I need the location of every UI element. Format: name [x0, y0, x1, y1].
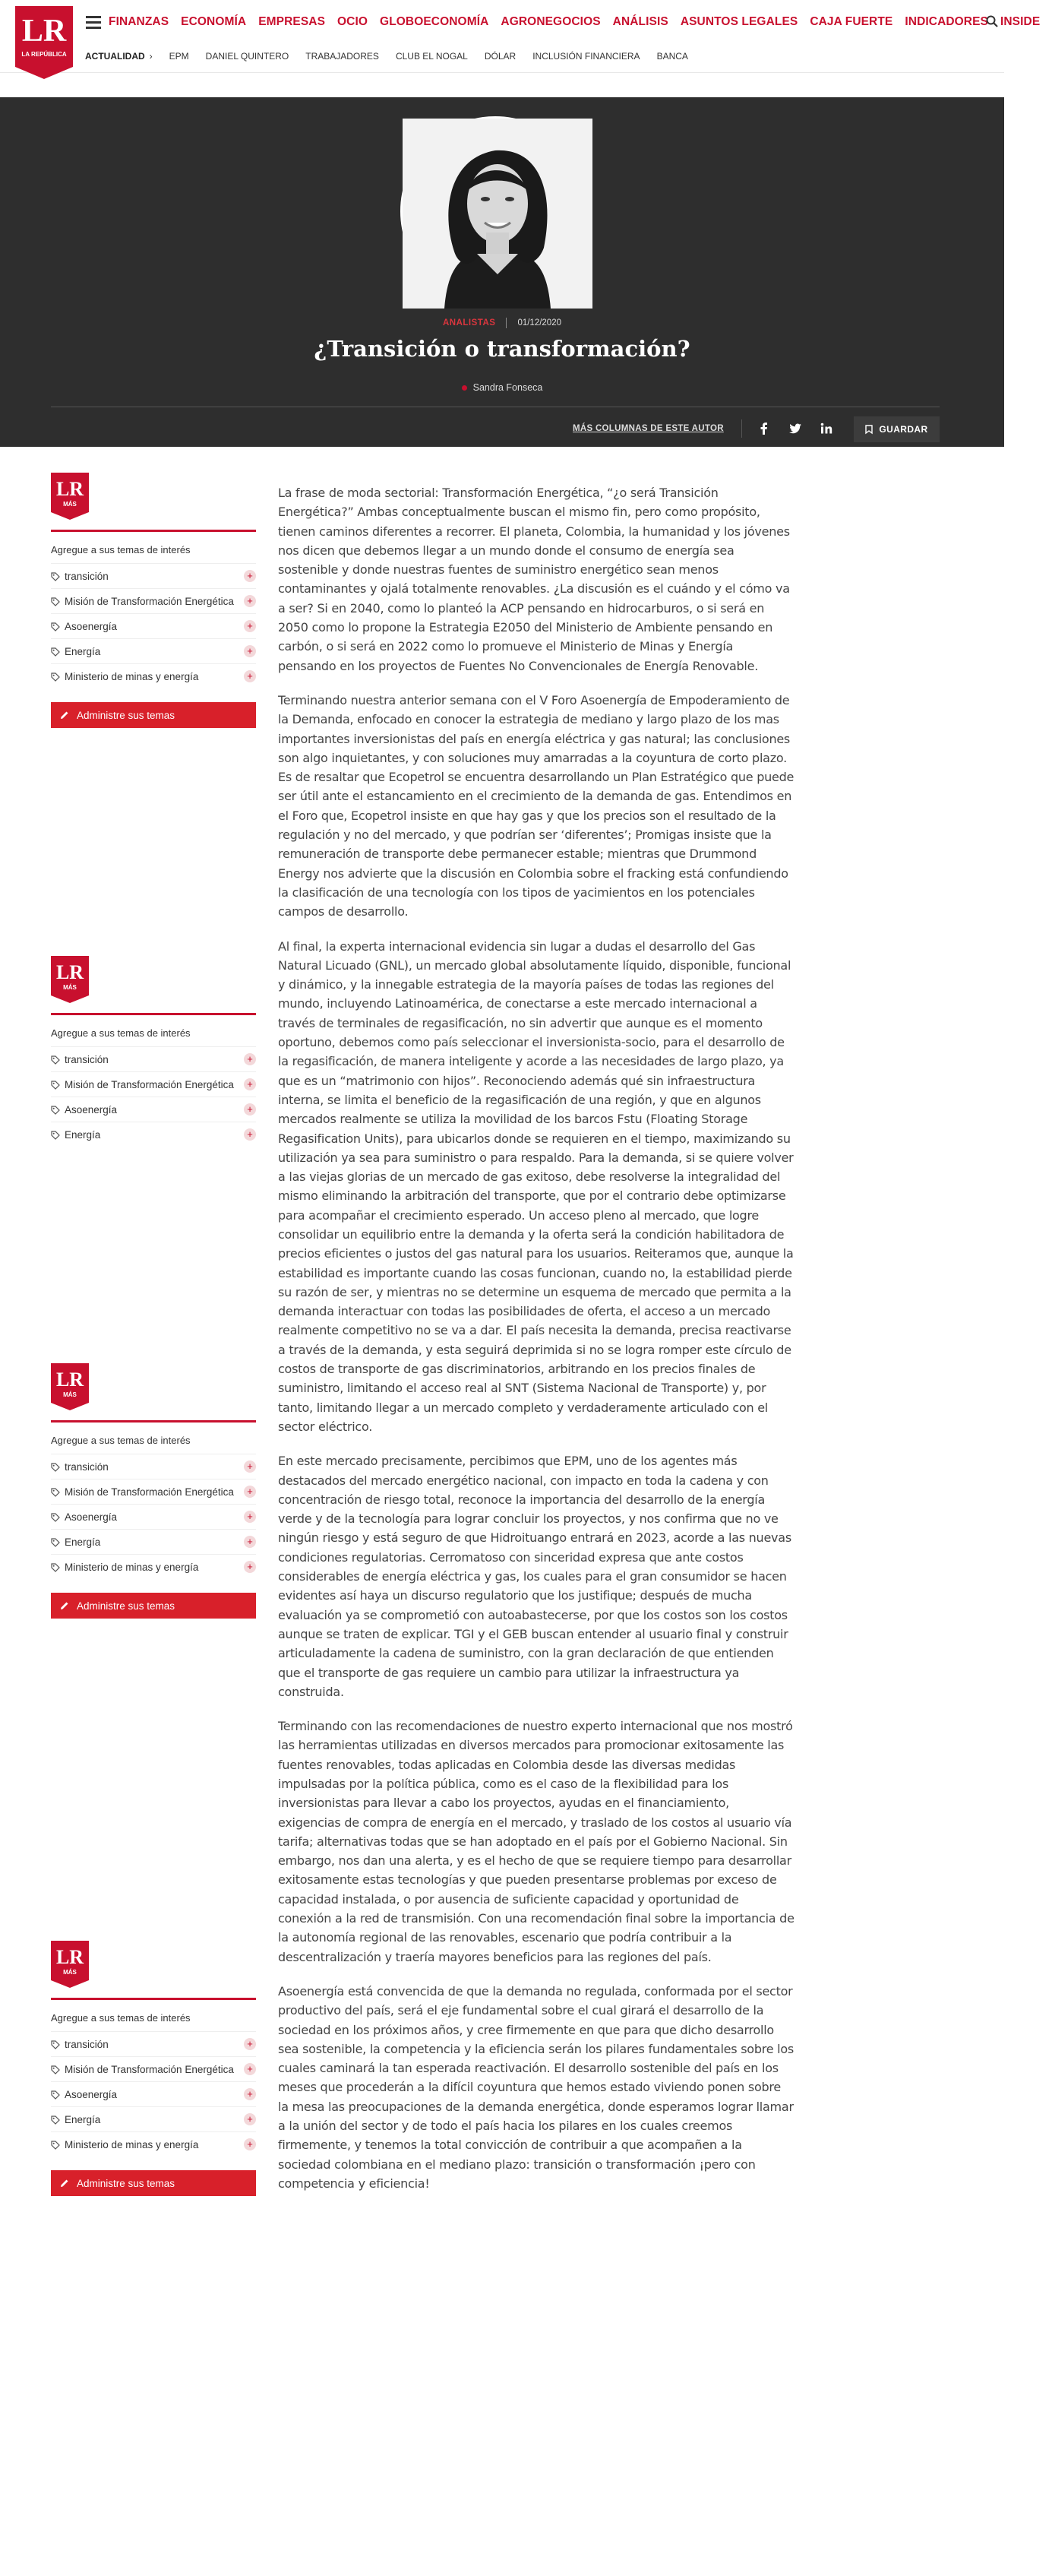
nav-finanzas[interactable]: FINANZAS [109, 15, 169, 28]
tag-icon [51, 2141, 60, 2150]
twitter-icon[interactable] [788, 421, 803, 436]
lr-mas-logo [51, 956, 89, 1003]
topic-item[interactable] [51, 2031, 256, 2056]
nav-analisis[interactable]: ANÁLISIS [612, 15, 668, 28]
nav-inside[interactable]: INSIDE [1000, 15, 1041, 28]
tag-icon [51, 1081, 60, 1090]
manage-topics-button[interactable] [51, 1593, 256, 1619]
article-paragraph: La frase de moda sectorial: Transformación Energética, “¿o será Transición Energética?” Ambas conceptualmente buscan el mismo fin, pero como propósito, tienen caminos diferentes a recorrer. El planeta, Colombia, la humanidad y los jóvenes nos dicen que debemos llegar a un mundo donde el consumo de energía sea sostenible y donde nuestras fuentes de suministro energético sean menos contaminantes y ojalá totalmente renovables. ¿La discusión es el cuándo y el cómo va a ser? Si en 2040, como lo planteó la ACP pensando en hidrocarburos, o si será en 2050 como lo propone la Estrategia E2050 del Ministerio de Ambiente pensando en carbón, o si será en 2022 como lo promueve el Ministerio de Minas y Energía pensando en los proyectos de Fuentes No Convencionales de Energía Renovable. [278, 486, 790, 673]
subnav-inclusion-financiera[interactable]: INCLUSIÓN FINANCIERA [532, 51, 640, 62]
tag-icon [51, 2116, 60, 2125]
topics-widget [51, 473, 256, 728]
topic-label: Energía [65, 645, 101, 657]
topic-label: Asoenergía [65, 1103, 118, 1116]
topic-label: transición [65, 1460, 109, 1473]
subnav-dolar[interactable]: DÓLAR [484, 51, 517, 62]
search-icon[interactable] [986, 15, 998, 27]
subnav-daniel-quintero[interactable]: DANIEL QUINTERO [205, 51, 289, 62]
article-paragraph: Al final, la experta internacional evidencia sin lugar a dudas el desarrollo del Gas Natural Licuado (GNL), un mercado global absolutamente líquido, disponible, funcional y dinámico, y la innegable estrategia de la mayoría países de todas las regiones del mundo, incluyendo Latinoamérica, de conectarse a este mercado internacional a través de terminales de regasificación, no sin advertir que aunque es el momento oportuno, debemos como país seleccionar el inversionista-socio, para el desarrollo de la regasificación, de manera inteligente y acorde a las necesidades de largo plazo, ya que es un “matrimonio con hijos”. Reconociendo además qué sin infraestructura interna, se limita el beneficio de la regasificación de una región, y que en algunos mercados realmente se utiliza la movilidad de los barcos Fstu (Floating Storage Regasification Units), para ubicarlos donde se requieren en el tiempo, maximizando su utilización ya sea para suministro o para respaldo. Para la demanda, si se quiere volver a las viejas glorias de un mercado de gas exitoso, debe resolverse la integralidad del mismo eliminando la arbitración del transporte, que por el contrario debe optimizarse para acompañar el crecimiento esperado. Un acceso pleno al mercado, que logre consolidar un equilibrio entre la demanda y la oferta será la condición habilitadora de precios eficientes o justos del gas natural para los usuarios. Reiteramos que, aunque la estabilidad es importante cuando las cosas funcionan, cuando no, la estabilidad pierde su razón de ser, y mientras no se determine un esquema de mercado que permita a la demanda interactuar con todas las posibilidades de oferta, el acceso a un mercado realmente competitivo no se va a dar. El país necesita la demanda, precisa reactivarse a través de la demanda, y esta seguirá deprimida si no se logra romper este círculo de costos de transporte de gas discriminatorios, arbitrando en los precios finales de suministro, limitando el acceso real al SNT (Sistema Nacional de Transporte) y, por tanto, limitando llegar a un mercado completo y verdaderamente articulado con el sector eléctrico. [278, 938, 794, 1434]
topic-label: transición [65, 2038, 109, 2050]
manage-topics-button[interactable] [51, 2170, 256, 2196]
nav-asuntos-legales[interactable]: ASUNTOS LEGALES [680, 15, 798, 28]
topic-item[interactable] [51, 1071, 256, 1097]
topic-label: Misión de Transformación Energética [65, 2063, 234, 2075]
topic-label: Energía [65, 1128, 101, 1141]
topic-item[interactable] [51, 613, 256, 638]
add-topic-icon[interactable]: + [244, 2038, 256, 2050]
topics-widget [51, 1941, 256, 2196]
add-topic-icon[interactable]: + [244, 2113, 256, 2125]
article-paragraph: Terminando nuestra anterior semana con el V Foro Asoenergía de Empoderamiento de la Demanda, enfocado en conocer la estrategia de mediano y largo plazo de los mas importantes inversionistas del país en energía eléctrica y gas natural; las conclusiones son algo inquietantes, y con soluciones muy amarradas a la coyuntura de corto plazo. Es de resaltar que Ecopetrol se encuentra desarrollando un Plan Estratégico que puede ser útil ante el estancamiento en el crecimiento de la demanda de gas. Entendimos en el Foro que, Ecopetrol insiste en que hay gas y que los precios son el resultado de la regulación y no del mercado, y que podrían ser ‘diferentes’; Promigas insiste que la remuneración de transporte debe permanecer estable; mientras que Drummond Energy nos advierte que la discusión en Colombia sobre el fracking está confundiendo la clasificación de una tecnología con los tipos de yacimientos en los potenciales campos de desarrollo. [278, 692, 795, 919]
manage-topics-label: Administre sus temas [77, 1600, 175, 1612]
topic-item[interactable] [51, 1046, 256, 1071]
tag-icon [51, 1106, 60, 1115]
author-name[interactable]: Sandra Fonseca [472, 382, 543, 393]
add-topic-icon[interactable]: + [244, 570, 256, 582]
add-topic-icon[interactable]: + [244, 1128, 256, 1141]
topic-label: Ministerio de minas y energía [65, 1561, 199, 1573]
topic-label: transición [65, 1053, 109, 1065]
article-paragraph: Terminando con las recomendaciones de nuestro experto internacional que nos mostró las herramientas utilizadas en diversos mercados para promocionar exitosamente las fuentes renovables, todas aplicadas en Colombia desde las diversas medidas impulsadas por la política pública, como es el caso de la flexibilidad para los inversionistas para llevar a cabo los proyectos, ayudas en el financiamiento, exigencias de compra de energía en el mercado, y traslado de los costos al usuario vía tarifa; alternativas todas que se han adoptado en el país por el Gobierno Nacional. Sin embargo, nos dan una alerta, y es el hecho de que se requiere tiempo para desarrollar exitosamente estas tecnologías y que pueden presentarse problemas por exceso de capacidad instalada, o por ausencia de suficiente capacidad y oportunidad de conexión a la red de transmisión. Con una recomendación final sobre la importancia de la autonomía regional de las renovables, escenario que podría contribuir a la descentralización y traería mayores beneficios para las regiones del país. [278, 1719, 795, 1964]
subnav-banca[interactable]: BANCA [656, 51, 688, 62]
add-topic-icon[interactable]: + [244, 1103, 256, 1116]
pencil-icon [60, 1601, 69, 1610]
widget-rule [51, 1998, 256, 2000]
add-topic-icon[interactable]: + [244, 645, 256, 657]
widget-rule [51, 1420, 256, 1422]
topic-label: Misión de Transformación Energética [65, 595, 234, 607]
topic-item[interactable] [51, 1554, 256, 1579]
add-topic-icon[interactable]: + [244, 1536, 256, 1548]
topics-widget [51, 956, 256, 1147]
topic-label: Ministerio de minas y energía [65, 2138, 199, 2150]
save-label: GUARDAR [879, 424, 928, 435]
topic-label: Asoenergía [65, 2088, 118, 2100]
topics-widget [51, 1363, 256, 1619]
topic-label: Ministerio de minas y energía [65, 670, 199, 682]
article-category[interactable]: ANALISTAS [442, 318, 496, 328]
tag-icon [51, 647, 60, 657]
topic-item[interactable] [51, 1454, 256, 1479]
widget-title: Agregue a sus temas de interés [51, 1027, 191, 1039]
sub-header [0, 43, 1004, 73]
add-topic-icon[interactable]: + [244, 1053, 256, 1065]
nav-indicadores[interactable]: INDICADORES [905, 15, 988, 28]
add-topic-icon[interactable]: + [244, 620, 256, 632]
lr-mas-logo [51, 1941, 89, 1988]
widget-rule [51, 1013, 256, 1015]
topic-label: Asoenergía [65, 620, 118, 632]
tag-icon [51, 1131, 60, 1140]
subnav-club-el-nogal[interactable]: CLUB EL NOGAL [395, 51, 468, 62]
mini-logo-sub: MÁS [63, 984, 77, 991]
main-nav [109, 15, 1052, 29]
tag-icon [51, 2040, 60, 2049]
chevron-right-icon: › [149, 51, 153, 62]
nav-economia[interactable]: ECONOMÍA [181, 15, 247, 28]
article-title: ¿Transición o transformación? [314, 336, 690, 362]
tag-icon [51, 1055, 60, 1065]
topic-label: Misión de Transformación Energética [65, 1486, 234, 1498]
nav-globoeconomia[interactable]: GLOBOECONOMÍA [380, 15, 489, 28]
topic-label: Energía [65, 2113, 101, 2125]
manage-topics-button[interactable] [51, 702, 256, 728]
tag-icon [51, 2065, 60, 2074]
topic-item[interactable] [51, 1479, 256, 1504]
tag-icon [51, 672, 60, 682]
mini-logo-letters: LR [55, 1369, 84, 1391]
author-portrait-icon [403, 119, 592, 309]
widget-title: Agregue a sus temas de interés [51, 544, 191, 555]
tag-icon [51, 572, 60, 581]
author-avatar [400, 116, 590, 306]
trending-nav [85, 51, 705, 62]
tag-icon [51, 1488, 60, 1497]
topic-item[interactable] [51, 1529, 256, 1554]
subnav-epm[interactable]: EPM [169, 51, 189, 62]
tag-icon [51, 2090, 60, 2100]
pencil-icon [60, 2179, 69, 2188]
linkedin-icon[interactable] [819, 421, 834, 436]
subnav-actualidad[interactable]: ACTUALIDAD [85, 51, 145, 62]
tag-icon [51, 1538, 60, 1547]
add-topic-icon[interactable]: + [244, 1486, 256, 1498]
topic-label: Asoenergía [65, 1511, 118, 1523]
add-topic-icon[interactable]: + [244, 670, 256, 682]
add-topic-icon[interactable]: + [244, 1460, 256, 1473]
topic-item[interactable] [51, 638, 256, 663]
action-divider [741, 419, 742, 438]
lr-mas-logo [51, 1363, 89, 1410]
mini-logo-letters: LR [55, 478, 84, 500]
mini-logo-letters: LR [55, 961, 84, 983]
tag-icon [51, 1563, 60, 1572]
la-republica-logo[interactable] [15, 6, 73, 79]
add-topic-icon[interactable]: + [244, 2138, 256, 2150]
save-button[interactable] [854, 416, 940, 442]
subnav-trabajadores[interactable]: TRABAJADORES [305, 51, 379, 62]
nav-empresas[interactable]: EMPRESAS [258, 15, 326, 28]
topic-label: transición [65, 570, 109, 582]
logo-subtitle: LA REPÚBLICA [21, 51, 67, 58]
mini-logo-letters: LR [55, 1946, 84, 1968]
tag-icon [51, 597, 60, 606]
article-meta [0, 318, 1004, 328]
author-dot-icon [462, 385, 467, 391]
topic-label: Misión de Transformación Energética [65, 1078, 234, 1090]
mini-logo-sub: MÁS [63, 501, 77, 508]
article-body [278, 483, 795, 2208]
add-topic-icon[interactable]: + [244, 1511, 256, 1523]
bookmark-icon [865, 425, 873, 434]
add-topic-icon[interactable]: + [244, 1078, 256, 1090]
manage-topics-label: Administre sus temas [77, 2177, 175, 2189]
add-topic-icon[interactable]: + [244, 2088, 256, 2100]
tag-icon [51, 1463, 60, 1472]
add-topic-icon[interactable]: + [244, 1561, 256, 1573]
tag-icon [51, 622, 60, 631]
topic-label: Energía [65, 1536, 101, 1548]
topic-item[interactable] [51, 663, 256, 688]
nav-caja-fuerte[interactable]: CAJA FUERTE [810, 15, 893, 28]
topic-item[interactable] [51, 1504, 256, 1529]
topic-item[interactable] [51, 588, 256, 613]
tag-icon [51, 1513, 60, 1522]
mini-logo-sub: MÁS [63, 1969, 77, 1976]
lr-mas-logo [51, 473, 89, 520]
topic-item[interactable] [51, 1097, 256, 1122]
article-date: 01/12/2020 [517, 318, 561, 328]
nav-ocio[interactable]: OCIO [337, 15, 368, 28]
meta-divider [506, 318, 507, 328]
add-topic-icon[interactable]: + [244, 595, 256, 607]
article-paragraph: En este mercado precisamente, percibimos que EPM, uno de los agentes más destacados del mercado energético nacional, con impacto en toda la cadena y con concentración de riesgo total, reconoce la importancia del desarrollo de la energía verde y de la tecnología para lograr concluir los proyectos, y nos confirma que no ve ningún riesgo y está seguro de que Hidroituango entrará en 2023, acorde a las nuevas condiciones regulatorias. Cerromatoso con sinceridad expresa que ante costos considerables de energía eléctrica y gas, los cuales para el gran consumidor se hacen evidentes así haya un discurso regulatorio que los justifique; después de mucha evaluación ya se comprometió con autoabastecerse, por que los costos son los costos aunque se traten de explicar. TGI y el GEB buscan entender al usuario final y construir articuladamente la cadena de suministro, con la gran declaración de que entienden que el transporte de gas requiere un cambio para utilizar la infraestructura ya construida. [278, 1454, 791, 1699]
article-actions [0, 416, 1004, 442]
topic-item[interactable] [51, 2081, 256, 2106]
more-columns-link[interactable]: MÁS COLUMNAS DE ESTE AUTOR [573, 424, 724, 433]
add-topic-icon[interactable]: + [244, 2063, 256, 2075]
facebook-icon[interactable] [757, 421, 772, 436]
widget-rule [51, 530, 256, 532]
menu-icon[interactable] [86, 16, 101, 28]
topic-item[interactable] [51, 1122, 256, 1147]
manage-topics-label: Administre sus temas [77, 709, 175, 721]
topic-item[interactable] [51, 2131, 256, 2157]
topic-item[interactable] [51, 2106, 256, 2131]
widget-title: Agregue a sus temas de interés [51, 1435, 191, 1446]
logo-letters: LR [21, 14, 67, 49]
pencil-icon [60, 710, 69, 720]
widget-title: Agregue a sus temas de interés [51, 2012, 191, 2024]
topic-item[interactable] [51, 2056, 256, 2081]
article-paragraph: Asoenergía está convencida de que la demanda no regulada, conformada por el sector productivo del país, será el eje fundamental sobre el cual girará el desarrollo de la sociedad en los próximos años, y cree firmemente en que para que dicho desarrollo sea sostenible, la competencia y la eficiencia serán los pilares fundamentales sobre los cuales caminará la tan esperada reactivación. El desarrollo sostenible del país en los meses que procederán a la difícil coyuntura que hemos estado viviendo ponen sobre la mesa las preocupaciones de la demanda energética, donde esperamos lograr llamar a la unión del sector y de todo el país hacia los pilares en los cuales creemos firmemente, y tenemos la total convicción de contribuir a que acompañen a la sociedad colombiana en el mediano plazo: transición o transformación ¡pero con competencia y eficiencia! [278, 1983, 794, 2191]
article-author [0, 382, 1004, 393]
topic-item[interactable] [51, 563, 256, 588]
mini-logo-sub: MÁS [63, 1391, 77, 1398]
nav-agronegocios[interactable]: AGRONEGOCIOS [501, 15, 601, 28]
